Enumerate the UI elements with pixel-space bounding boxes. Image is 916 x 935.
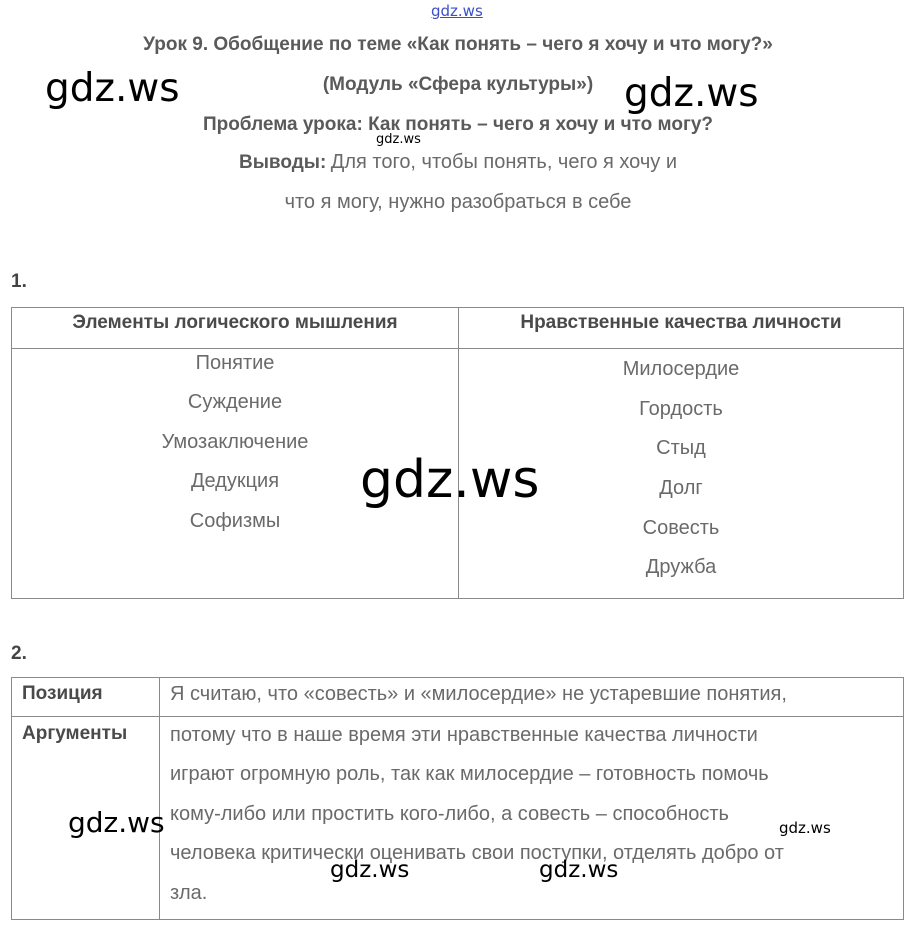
watermark: gdz.ws: [45, 66, 180, 111]
col1-item: Софизмы: [189, 510, 281, 532]
arguments-label: Аргументы: [22, 723, 128, 744]
argument-line: кому-либо или простить кого-либо, а совесть – способность: [170, 803, 729, 825]
watermark: gdz.ws: [68, 806, 165, 839]
argument-line: человека критически оценивать свои поступки, отделять добро от: [170, 842, 784, 864]
col2-item: Гордость: [639, 398, 723, 420]
position-label: Позиция: [22, 683, 103, 704]
col2-item: Дружба: [645, 556, 717, 578]
argument-line: зла.: [170, 882, 208, 904]
watermark: gdz.ws: [624, 71, 759, 116]
task-2-number: 2.: [11, 643, 27, 664]
watermark: gdz.ws: [539, 857, 619, 883]
argument-line: играют огромную роль, так как милосердие – готовность помочь: [170, 763, 769, 785]
conclusions-line-1: [0, 151, 916, 174]
col1-item: Дедукция: [190, 470, 280, 492]
watermark: gdz.ws: [376, 132, 421, 147]
lesson-title: Урок 9. Обобщение по теме «Как понять – чего я хочу и что могу?»: [143, 34, 773, 55]
position-arguments-table: [11, 677, 904, 920]
watermark: gdz.ws: [360, 450, 540, 510]
watermark: gdz.ws: [330, 857, 410, 883]
watermark-top-link[interactable]: gdz.ws: [431, 2, 483, 20]
col1-item: Умозаключение: [161, 431, 309, 453]
col2-item: Милосердие: [622, 358, 740, 380]
col1-header: Элементы логического мышления: [72, 312, 398, 333]
col2-item: Совесть: [642, 517, 720, 539]
watermark: gdz.ws: [779, 819, 831, 837]
conclusions-label: Выводы:: [238, 152, 327, 173]
lesson-problem: Проблема урока: Как понять – чего я хочу и что могу?: [202, 114, 714, 135]
col2-item: Долг: [659, 477, 703, 499]
position-text: Я считаю, что «совесть» и «милосердие» не устаревшие понятия,: [170, 683, 787, 705]
col2-header: Нравственные качества личности: [520, 312, 842, 333]
conclusions-text-2: что я могу, нужно разобраться в себе: [284, 191, 632, 213]
col1-item: Понятие: [195, 352, 275, 374]
module-subtitle: (Модуль «Сфера культуры»): [322, 74, 594, 95]
argument-line: потому что в наше время эти нравственные качества личности: [170, 724, 758, 746]
conclusions-text-1: Для того, чтобы понять, чего я хочу и: [330, 151, 678, 173]
col1-item: Суждение: [187, 391, 283, 413]
task-1-number: 1.: [11, 271, 27, 292]
table-column-divider: [159, 678, 160, 919]
col2-item: Стыд: [656, 437, 706, 459]
table-row-divider: [12, 716, 903, 717]
